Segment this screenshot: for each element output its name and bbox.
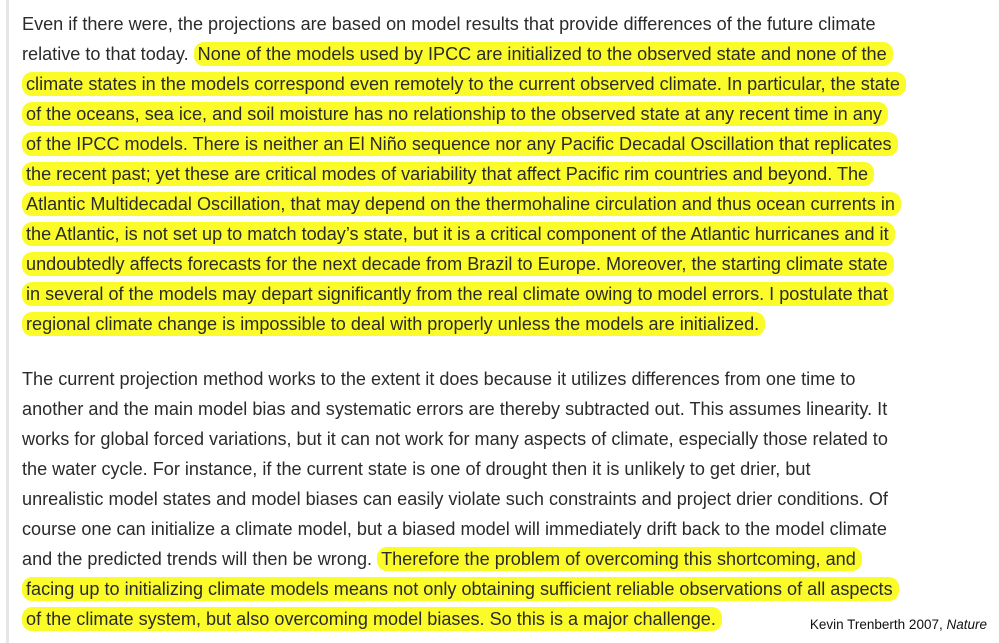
plain-text: and the predicted trends will then be wrong. <box>22 549 378 569</box>
highlighted-text: undoubtedly affects forecasts for the next decade from Brazil to Europe. Moreover, the starting climate state <box>22 252 894 276</box>
line <box>22 102 888 126</box>
plain-text: The current projection method works to the extent it does because it utilizes differences from one time to <box>22 369 856 389</box>
line <box>22 162 874 186</box>
highlighted-text: Atlantic Multidecadal Oscillation, that may depend on the thermohaline circulation and thus ocean currents in <box>22 192 901 216</box>
line <box>22 42 893 66</box>
line <box>22 577 899 601</box>
line <box>22 547 862 571</box>
highlighted-text: of the oceans, sea ice, and soil moisture has no relationship to the observed state at any recent time in any <box>22 102 888 126</box>
line <box>22 312 765 336</box>
line <box>22 519 887 539</box>
line <box>22 369 855 389</box>
plain-text: Even if there were, the projections are based on model results that provide differences of the future climate <box>22 14 876 34</box>
line <box>22 489 888 509</box>
line <box>22 252 894 276</box>
line <box>22 72 906 96</box>
highlighted-text: in several of the models may depart significantly from the real climate owing to model errors. I postulate that <box>22 282 894 306</box>
paragraph-1 <box>22 9 972 339</box>
highlighted-text: regional climate change is impossible to deal with properly unless the models are initialized. <box>22 312 765 336</box>
plain-text: works for global forced variations, but it can not work for many aspects of climate, especially those related to <box>22 429 888 449</box>
highlighted-text: the recent past; yet these are critical modes of variability that affect Pacific rim countries and beyond. The <box>22 162 874 186</box>
highlighted-text: of the climate system, but also overcoming model biases. So this is a major challenge. <box>22 607 722 631</box>
highlighted-text: None of the models used by IPCC are initialized to the observed state and none of the <box>194 42 893 66</box>
plain-text: relative to that today. <box>22 44 194 64</box>
line <box>22 459 811 479</box>
citation-author-year: Kevin Trenberth 2007, <box>809 617 947 632</box>
plain-text: unrealistic model states and model biases can easily violate such constraints and project drier conditions. Of <box>22 489 888 509</box>
plain-text: course one can initialize a climate model, but a biased model will immediately drift back to the model climate <box>22 519 887 539</box>
line <box>22 607 722 631</box>
line <box>22 282 894 306</box>
line <box>22 222 895 246</box>
line <box>22 132 898 156</box>
line <box>22 429 888 449</box>
line <box>22 399 887 419</box>
highlighted-text: Therefore the problem of overcoming this shortcoming, and <box>377 547 862 571</box>
line <box>22 14 876 34</box>
citation-caption <box>810 617 987 632</box>
paragraph-2 <box>22 364 972 634</box>
highlighted-text: facing up to initializing climate models means not only obtaining sufficient reliable observations of all aspects <box>22 577 899 601</box>
quote-left-rule <box>6 0 9 643</box>
highlighted-text: climate states in the models correspond even remotely to the current observed climate. In particular, the state <box>22 72 906 96</box>
plain-text: the water cycle. For instance, if the current state is one of drought then it is unlikely to get drier, but <box>22 459 811 479</box>
quote-body <box>22 9 972 634</box>
highlighted-text: of the IPCC models. There is neither an El Niño sequence nor any Pacific Decadal Oscillation that replicates <box>22 132 898 156</box>
plain-text: another and the main model bias and systematic errors are thereby subtracted out. This assumes linearity. It <box>22 399 888 419</box>
highlighted-text: the Atlantic, is not set up to match today’s state, but it is a critical component of the Atlantic hurricanes and it <box>22 222 895 246</box>
line <box>22 192 901 216</box>
citation-journal: Nature <box>946 617 987 632</box>
